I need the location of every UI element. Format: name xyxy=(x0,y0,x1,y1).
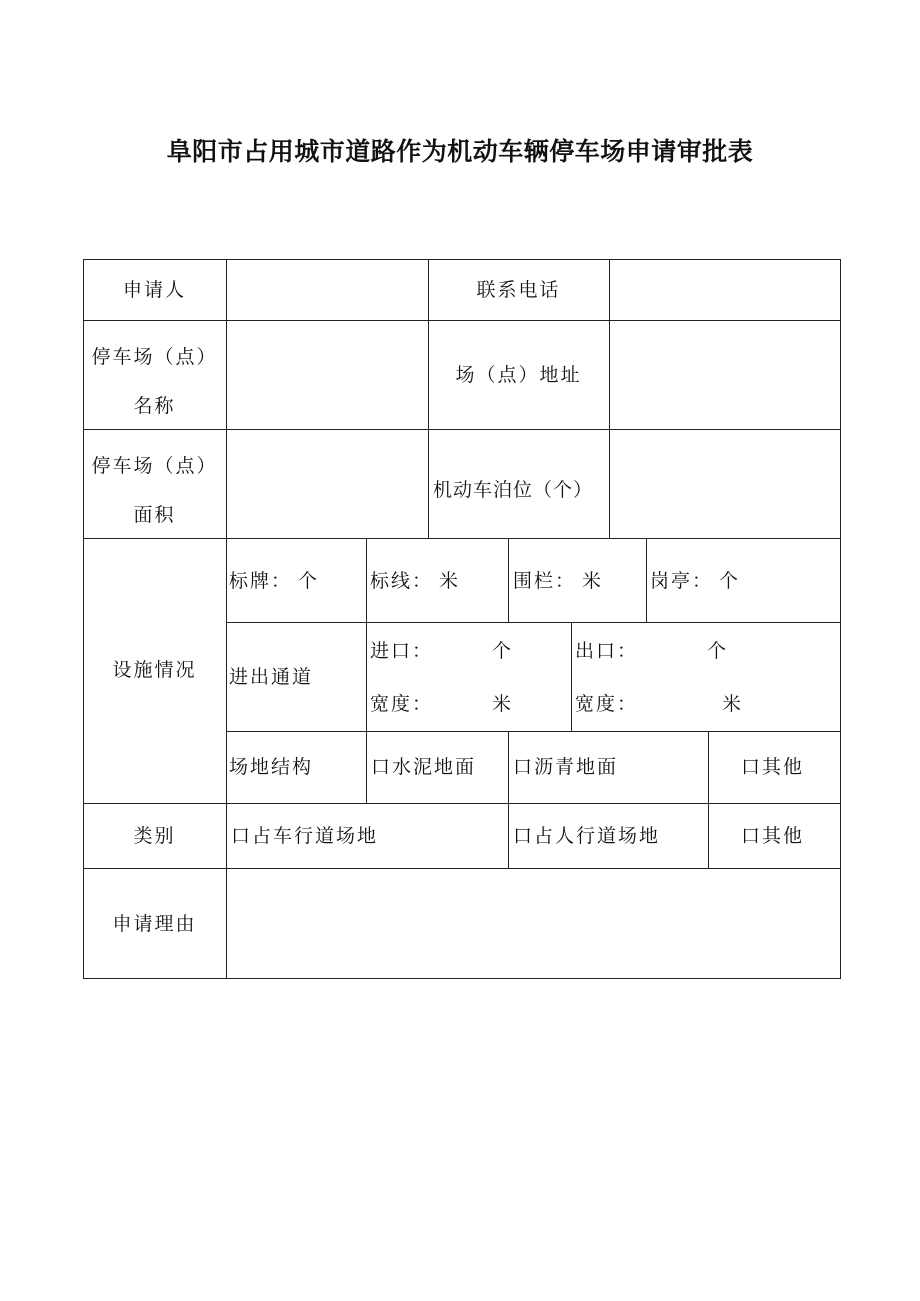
category-label: 类别 xyxy=(133,825,176,847)
document-title: 阜阳市占用城市道路作为机动车辆停车场申请审批表 xyxy=(166,137,754,166)
parking-name-label-line2: 名称 xyxy=(133,395,176,417)
category-option-roadway-checkbox[interactable]: 口占车行道场地 xyxy=(231,825,379,847)
parking-address-label: 场（点）地址 xyxy=(455,364,582,386)
sign-marking-divider xyxy=(366,538,367,623)
exit-width-label: 宽度： xyxy=(575,693,639,715)
structure-options-divider-1 xyxy=(508,731,509,869)
row-divider-2 xyxy=(83,429,841,430)
table-border-left xyxy=(83,259,84,979)
applicant-label: 申请人 xyxy=(122,279,186,301)
entrance-width-unit: 米 xyxy=(492,693,514,715)
facilities-label: 设施情况 xyxy=(112,659,197,681)
application-reason-label: 申请理由 xyxy=(112,913,197,935)
table-border-bottom xyxy=(83,978,841,979)
access-entrance-divider xyxy=(366,622,367,732)
entrance-exit-divider xyxy=(571,622,572,732)
facilities-divider-1 xyxy=(226,622,841,623)
table-border-right xyxy=(840,259,841,979)
row-divider-5 xyxy=(83,868,841,869)
sign-label: 标牌： xyxy=(229,570,293,592)
row-divider-3 xyxy=(83,538,841,539)
phone-label: 联系电话 xyxy=(476,279,561,301)
rows1-3-mid-divider xyxy=(428,259,429,539)
category-option-sidewalk-checkbox[interactable]: 口占人行道场地 xyxy=(513,825,661,847)
exit-unit: 个 xyxy=(707,640,729,662)
structure-option-other-checkbox[interactable]: 口其他 xyxy=(741,756,805,778)
entrance-width-label: 宽度： xyxy=(370,693,434,715)
access-channel-label: 进出通道 xyxy=(229,666,314,688)
marking-unit: 米 xyxy=(439,570,461,592)
fence-label: 围栏： xyxy=(513,570,577,592)
marking-label: 标线： xyxy=(370,570,434,592)
vehicle-berths-label: 机动车泊位（个） xyxy=(433,479,594,501)
sign-unit: 个 xyxy=(298,570,320,592)
site-structure-label: 场地结构 xyxy=(229,756,314,778)
booth-unit: 个 xyxy=(719,570,741,592)
structure-option-cement-checkbox[interactable]: 口水泥地面 xyxy=(371,756,477,778)
parking-area-label-line1: 停车场（点） xyxy=(91,455,218,477)
marking-fence-divider xyxy=(508,538,509,623)
parking-area-label-line2: 面积 xyxy=(133,504,176,526)
exit-width-unit: 米 xyxy=(722,693,744,715)
fence-booth-divider xyxy=(646,538,647,623)
category-option-other-checkbox[interactable]: 口其他 xyxy=(741,825,805,847)
parking-name-label-line1: 停车场（点） xyxy=(91,346,218,368)
booth-label: 岗亭： xyxy=(650,570,714,592)
structure-options-divider-2 xyxy=(708,731,709,869)
structure-option-asphalt-checkbox[interactable]: 口沥青地面 xyxy=(513,756,619,778)
label-column-divider xyxy=(226,259,227,979)
row-divider-4 xyxy=(83,803,841,804)
fence-unit: 米 xyxy=(582,570,604,592)
entrance-unit: 个 xyxy=(492,640,514,662)
entrance-label: 进口： xyxy=(370,640,434,662)
structure-label-divider xyxy=(366,731,367,804)
rows1-3-right-divider xyxy=(609,259,610,539)
exit-label: 出口： xyxy=(575,640,639,662)
facilities-divider-2 xyxy=(226,731,841,732)
table-border-top xyxy=(83,259,841,260)
row-divider-1 xyxy=(83,320,841,321)
